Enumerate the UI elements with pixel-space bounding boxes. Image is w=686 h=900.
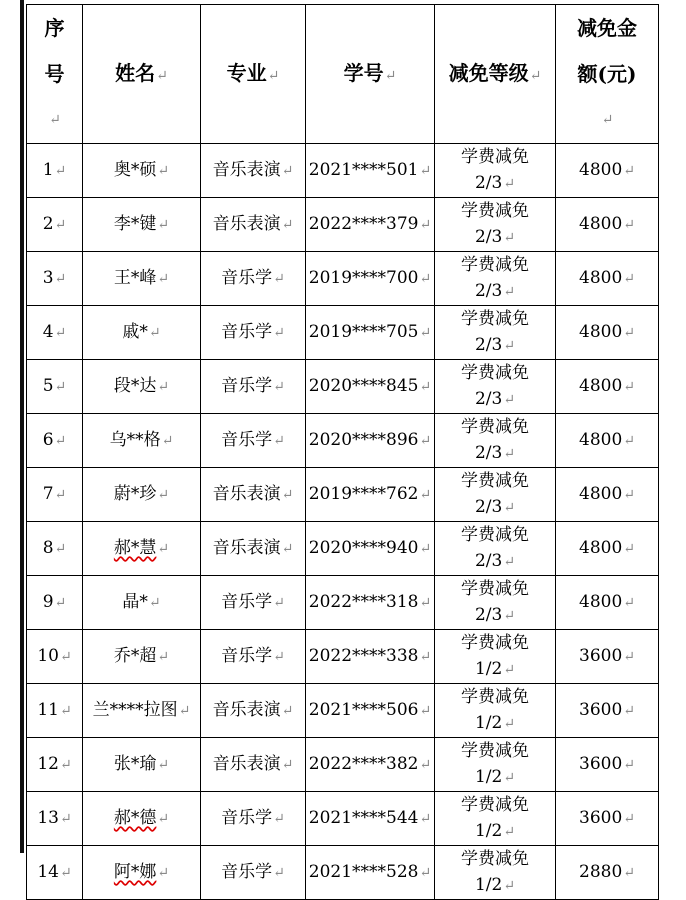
- paragraph-mark-icon: ↵: [273, 433, 285, 449]
- cell-index: 8↵: [27, 522, 83, 576]
- header-amount: [556, 5, 659, 144]
- cell-name: 蔚*珍↵: [83, 468, 201, 522]
- cell-level-line2: 2/3: [474, 443, 503, 463]
- paragraph-mark-icon: ↵: [623, 757, 635, 773]
- paragraph-mark-icon: ↵: [156, 67, 168, 84]
- cell-level-line2: 1/2: [474, 713, 503, 733]
- cell-level-line1: 学费减免: [461, 147, 529, 167]
- paragraph-mark-icon: ↵: [281, 703, 294, 719]
- cell-major: 音乐学↵: [201, 630, 306, 684]
- paragraph-mark-icon: ↵: [503, 716, 516, 732]
- paragraph-mark-icon: ↵: [384, 67, 397, 84]
- cell-amount: 3600↵: [556, 630, 659, 684]
- paragraph-mark-icon: ↵: [281, 541, 294, 557]
- cell-index: 6↵: [27, 414, 83, 468]
- cell-student-id: 2019****705↵: [306, 306, 435, 360]
- paragraph-mark-icon: ↵: [157, 163, 170, 179]
- paragraph-mark-icon: ↵: [419, 487, 432, 503]
- table-body: [27, 144, 659, 900]
- cell-name: 奥*硕↵: [83, 144, 201, 198]
- tuition-reduction-table: [26, 4, 659, 900]
- paragraph-mark-icon: ↵: [419, 811, 432, 827]
- paragraph-mark-icon: ↵: [54, 325, 67, 341]
- cell-student-id: 2020****845↵: [306, 360, 435, 414]
- cell-student-id: 2022****379↵: [306, 198, 435, 252]
- paragraph-mark-icon: ↵: [281, 163, 294, 179]
- cell-level-line1: 学费减免: [461, 363, 529, 383]
- paragraph-mark-icon: ↵: [419, 271, 432, 287]
- cell-level: [435, 684, 556, 738]
- cell-index: 13↵: [27, 792, 83, 846]
- cell-major: 音乐表演↵: [201, 144, 306, 198]
- paragraph-mark-icon: ↵: [623, 541, 635, 557]
- cell-level: [435, 792, 556, 846]
- text-cursor-bar: [20, 0, 24, 853]
- paragraph-mark-icon: ↵: [157, 271, 170, 287]
- table-row: [27, 792, 659, 846]
- paragraph-mark-icon: ↵: [54, 163, 67, 179]
- paragraph-mark-icon: ↵: [273, 811, 285, 827]
- cell-student-id: 2022****338↵: [306, 630, 435, 684]
- cell-level: [435, 414, 556, 468]
- cell-level-line2: 1/2: [474, 821, 503, 841]
- cell-student-id: 2019****762↵: [306, 468, 435, 522]
- paragraph-mark-icon: ↵: [419, 541, 432, 557]
- paragraph-mark-icon: ↵: [281, 487, 294, 503]
- table-header-row: [27, 5, 659, 144]
- paragraph-mark-icon: ↵: [419, 703, 432, 719]
- paragraph-mark-icon: ↵: [273, 865, 285, 881]
- paragraph-mark-icon: ↵: [623, 433, 635, 449]
- paragraph-mark-icon: ↵: [54, 379, 67, 395]
- cell-major: 音乐表演↵: [201, 198, 306, 252]
- paragraph-mark-icon: ↵: [267, 67, 280, 84]
- paragraph-mark-icon: ↵: [59, 649, 72, 665]
- cell-level-line2: 2/3: [474, 335, 503, 355]
- paragraph-mark-icon: ↵: [419, 163, 432, 179]
- paragraph-mark-icon: ↵: [623, 325, 635, 341]
- cell-name: 阿*娜↵: [83, 846, 201, 900]
- paragraph-mark-icon: ↵: [623, 487, 635, 503]
- paragraph-mark-icon: ↵: [623, 217, 635, 233]
- cell-level-line2: 2/3: [474, 173, 503, 193]
- cell-level-line1: 学费减免: [461, 525, 529, 545]
- paragraph-mark-icon: ↵: [503, 770, 516, 786]
- cell-amount: 2880↵: [556, 846, 659, 900]
- paragraph-mark-icon: ↵: [623, 811, 635, 827]
- cell-level: [435, 198, 556, 252]
- cell-major: 音乐学↵: [201, 414, 306, 468]
- cell-level-line2: 2/3: [474, 227, 503, 247]
- cell-level-line1: 学费减免: [461, 579, 529, 599]
- paragraph-mark-icon: ↵: [161, 433, 174, 449]
- paragraph-mark-icon: ↵: [59, 811, 72, 827]
- cell-name: 晶*↵: [83, 576, 201, 630]
- cell-level-line1: 学费减免: [461, 255, 529, 275]
- cell-student-id: 2021****506↵: [306, 684, 435, 738]
- paragraph-mark-icon: ↵: [419, 865, 432, 881]
- header-student-id: 学号↵: [306, 5, 435, 144]
- cell-amount: 3600↵: [556, 738, 659, 792]
- paragraph-mark-icon: ↵: [54, 487, 67, 503]
- header-name: 姓名↵: [83, 5, 201, 144]
- paragraph-mark-icon: ↵: [157, 865, 170, 881]
- cell-index: 5↵: [27, 360, 83, 414]
- paragraph-mark-icon: ↵: [54, 217, 67, 233]
- cell-major: 音乐表演↵: [201, 684, 306, 738]
- paragraph-mark-icon: ↵: [503, 500, 516, 516]
- paragraph-mark-icon: ↵: [419, 649, 432, 665]
- paragraph-mark-icon: ↵: [273, 649, 285, 665]
- paragraph-mark-icon: ↵: [601, 112, 614, 128]
- paragraph-mark-icon: ↵: [419, 217, 432, 233]
- cell-student-id: 2020****940↵: [306, 522, 435, 576]
- paragraph-mark-icon: ↵: [623, 595, 635, 611]
- cell-major: 音乐表演↵: [201, 468, 306, 522]
- table-row: [27, 846, 659, 900]
- cell-amount: 4800↵: [556, 522, 659, 576]
- cell-level: [435, 360, 556, 414]
- table-row: [27, 144, 659, 198]
- cell-index: 2↵: [27, 198, 83, 252]
- cell-name: 乔*超↵: [83, 630, 201, 684]
- paragraph-mark-icon: ↵: [157, 757, 170, 773]
- paragraph-mark-icon: ↵: [273, 379, 285, 395]
- header-index: [27, 5, 83, 144]
- cell-level: [435, 630, 556, 684]
- paragraph-mark-icon: ↵: [273, 325, 285, 341]
- paragraph-mark-icon: ↵: [273, 595, 285, 611]
- cell-major: 音乐学↵: [201, 576, 306, 630]
- cell-level: [435, 306, 556, 360]
- paragraph-mark-icon: ↵: [49, 112, 61, 128]
- paragraph-mark-icon: ↵: [503, 284, 516, 300]
- table-row: [27, 468, 659, 522]
- paragraph-mark-icon: ↵: [419, 325, 432, 341]
- header-level: 减免等级↵: [435, 5, 556, 144]
- paragraph-mark-icon: ↵: [148, 325, 161, 341]
- table-row: [27, 738, 659, 792]
- paragraph-mark-icon: ↵: [419, 595, 432, 611]
- paragraph-mark-icon: ↵: [178, 703, 191, 719]
- cell-level: [435, 576, 556, 630]
- paragraph-mark-icon: ↵: [54, 541, 67, 557]
- cell-name: 郝*慧↵: [83, 522, 201, 576]
- cell-index: 9↵: [27, 576, 83, 630]
- cell-name: 段*达↵: [83, 360, 201, 414]
- paragraph-mark-icon: ↵: [148, 595, 161, 611]
- paragraph-mark-icon: ↵: [281, 217, 294, 233]
- cell-amount: 4800↵: [556, 144, 659, 198]
- paragraph-mark-icon: ↵: [157, 487, 170, 503]
- cell-index: 10↵: [27, 630, 83, 684]
- paragraph-mark-icon: ↵: [157, 649, 170, 665]
- cell-amount: 3600↵: [556, 684, 659, 738]
- cell-amount: 4800↵: [556, 414, 659, 468]
- cell-level-line1: 学费减免: [461, 201, 529, 221]
- table-row: [27, 198, 659, 252]
- paragraph-mark-icon: ↵: [419, 433, 432, 449]
- cell-level-line1: 学费减免: [461, 417, 529, 437]
- cell-name: 张*瑜↵: [83, 738, 201, 792]
- cell-level: [435, 738, 556, 792]
- paragraph-mark-icon: ↵: [503, 824, 516, 840]
- paragraph-mark-icon: ↵: [623, 271, 635, 287]
- cell-level-line2: 2/3: [474, 389, 503, 409]
- paragraph-mark-icon: ↵: [503, 662, 516, 678]
- cell-student-id: 2022****318↵: [306, 576, 435, 630]
- cell-student-id: 2022****382↵: [306, 738, 435, 792]
- header-index-line2: 号: [44, 62, 65, 86]
- cell-major: 音乐表演↵: [201, 522, 306, 576]
- paragraph-mark-icon: ↵: [419, 379, 432, 395]
- table-row: [27, 684, 659, 738]
- cell-amount: 4800↵: [556, 360, 659, 414]
- paragraph-mark-icon: ↵: [623, 379, 635, 395]
- paragraph-mark-icon: ↵: [503, 392, 516, 408]
- header-index-line1: 序: [44, 16, 65, 40]
- table-row: [27, 360, 659, 414]
- paragraph-mark-icon: ↵: [157, 379, 170, 395]
- cell-level-line2: 1/2: [474, 659, 503, 679]
- cell-level: [435, 468, 556, 522]
- cell-name: 乌**格↵: [83, 414, 201, 468]
- cell-amount: 4800↵: [556, 252, 659, 306]
- cell-major: 音乐学↵: [201, 792, 306, 846]
- cell-level: [435, 522, 556, 576]
- paragraph-mark-icon: ↵: [157, 217, 170, 233]
- cell-index: 11↵: [27, 684, 83, 738]
- paragraph-mark-icon: ↵: [503, 446, 516, 462]
- cell-level-line1: 学费减免: [461, 849, 529, 869]
- cell-name: 李*键↵: [83, 198, 201, 252]
- paragraph-mark-icon: ↵: [157, 541, 170, 557]
- cell-level-line1: 学费减免: [461, 633, 529, 653]
- cell-amount: 3600↵: [556, 792, 659, 846]
- cell-amount: 4800↵: [556, 468, 659, 522]
- paragraph-mark-icon: ↵: [503, 554, 516, 570]
- paragraph-mark-icon: ↵: [503, 608, 516, 624]
- cell-index: 14↵: [27, 846, 83, 900]
- paragraph-mark-icon: ↵: [503, 878, 516, 894]
- cell-level-line1: 学费减免: [461, 687, 529, 707]
- cell-name: 王*峰↵: [83, 252, 201, 306]
- paragraph-mark-icon: ↵: [54, 595, 67, 611]
- cell-index: 7↵: [27, 468, 83, 522]
- cell-level-line2: 1/2: [474, 875, 503, 895]
- cell-name: 兰****拉图↵: [83, 684, 201, 738]
- cell-major: 音乐学↵: [201, 306, 306, 360]
- paragraph-mark-icon: ↵: [59, 757, 72, 773]
- cell-major: 音乐学↵: [201, 252, 306, 306]
- cell-level-line2: 1/2: [474, 767, 503, 787]
- cell-major: 音乐学↵: [201, 846, 306, 900]
- table-row: [27, 522, 659, 576]
- cell-index: 4↵: [27, 306, 83, 360]
- paragraph-mark-icon: ↵: [503, 230, 516, 246]
- paragraph-mark-icon: ↵: [503, 338, 516, 354]
- cell-level-line1: 学费减免: [461, 795, 529, 815]
- cell-index: 1↵: [27, 144, 83, 198]
- cell-level-line2: 2/3: [474, 281, 503, 301]
- paragraph-mark-icon: ↵: [59, 703, 72, 719]
- cell-major: 音乐表演↵: [201, 738, 306, 792]
- header-amount-line1: 减免金: [577, 16, 637, 40]
- paragraph-mark-icon: ↵: [419, 757, 432, 773]
- header-major: 专业↵: [201, 5, 306, 144]
- paragraph-mark-icon: ↵: [157, 811, 170, 827]
- paragraph-mark-icon: ↵: [623, 703, 635, 719]
- cell-level-line1: 学费减免: [461, 471, 529, 491]
- paragraph-mark-icon: ↵: [281, 757, 294, 773]
- cell-level-line2: 2/3: [474, 605, 503, 625]
- paragraph-mark-icon: ↵: [59, 865, 72, 881]
- cell-level-line2: 2/3: [474, 497, 503, 517]
- paragraph-mark-icon: ↵: [623, 649, 635, 665]
- cell-major: 音乐学↵: [201, 360, 306, 414]
- cell-index: 12↵: [27, 738, 83, 792]
- cell-index: 3↵: [27, 252, 83, 306]
- header-amount-line2: 额(元): [577, 62, 637, 86]
- cell-level-line1: 学费减免: [461, 309, 529, 329]
- paragraph-mark-icon: ↵: [54, 433, 67, 449]
- cell-level-line1: 学费减免: [461, 741, 529, 761]
- cell-amount: 4800↵: [556, 306, 659, 360]
- cell-student-id: 2021****528↵: [306, 846, 435, 900]
- paragraph-mark-icon: ↵: [54, 271, 67, 287]
- cell-level: [435, 144, 556, 198]
- paragraph-mark-icon: ↵: [503, 176, 516, 192]
- cell-level: [435, 252, 556, 306]
- cell-name: 戚*↵: [83, 306, 201, 360]
- cell-level-line2: 2/3: [474, 551, 503, 571]
- cell-level: [435, 846, 556, 900]
- table-row: [27, 576, 659, 630]
- cell-student-id: 2020****896↵: [306, 414, 435, 468]
- paragraph-mark-icon: ↵: [623, 163, 635, 179]
- cell-amount: 4800↵: [556, 576, 659, 630]
- cell-name: 郝*德↵: [83, 792, 201, 846]
- paragraph-mark-icon: ↵: [529, 67, 542, 84]
- cell-student-id: 2019****700↵: [306, 252, 435, 306]
- cell-amount: 4800↵: [556, 198, 659, 252]
- cell-student-id: 2021****544↵: [306, 792, 435, 846]
- table-row: [27, 306, 659, 360]
- table-row: [27, 414, 659, 468]
- paragraph-mark-icon: ↵: [623, 865, 635, 881]
- paragraph-mark-icon: ↵: [273, 271, 285, 287]
- table-row: [27, 252, 659, 306]
- cell-student-id: 2021****501↵: [306, 144, 435, 198]
- table-row: [27, 630, 659, 684]
